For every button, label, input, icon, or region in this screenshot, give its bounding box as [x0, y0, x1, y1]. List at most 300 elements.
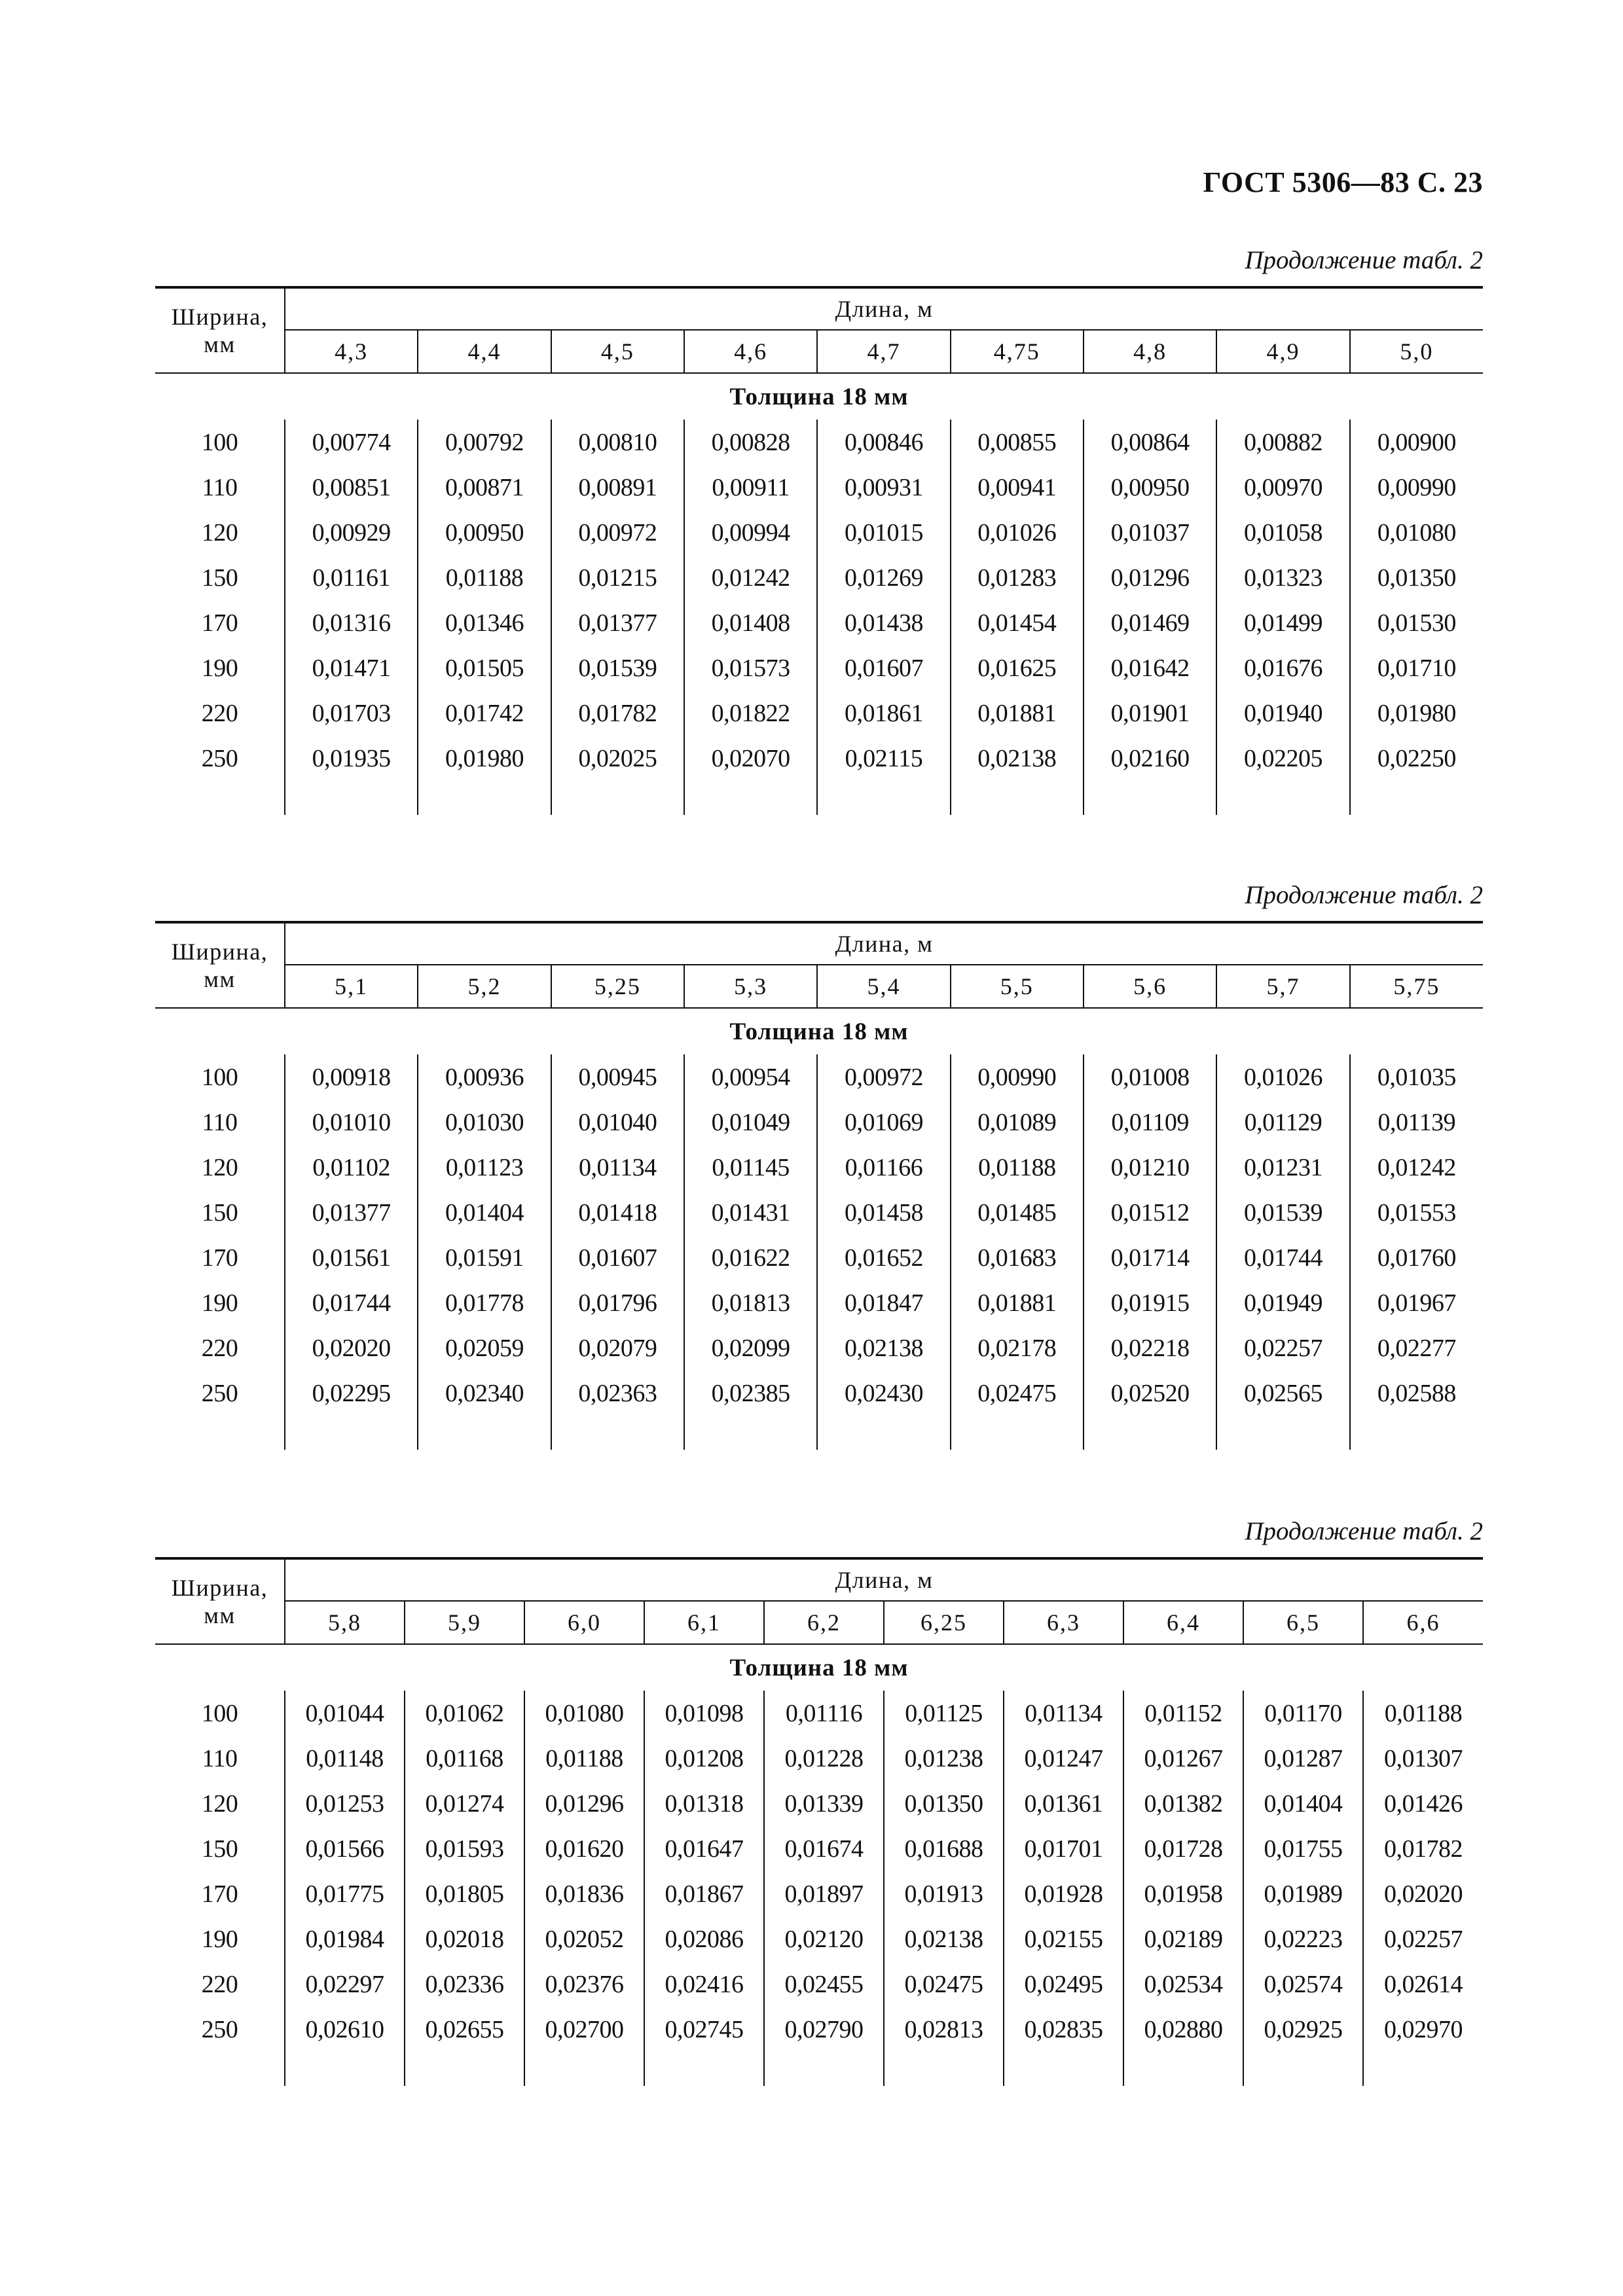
- value-cell: 0,02614: [1363, 1962, 1483, 2007]
- value-cell: 0,01485: [951, 1190, 1084, 1235]
- value-cell: 0,01231: [1216, 1145, 1349, 1190]
- value-cell: 0,01318: [644, 1781, 764, 1826]
- value-cell: 0,01499: [1216, 600, 1349, 645]
- value-cell: 0,01134: [1004, 1691, 1123, 1736]
- length-header-cell: 4,6: [684, 330, 817, 373]
- value-cell: 0,01625: [951, 645, 1084, 691]
- value-cell: 0,02813: [884, 2007, 1004, 2052]
- table-row: [155, 1826, 1483, 1871]
- value-cell: 0,01782: [1363, 1826, 1483, 1871]
- length-header-cell: 5,25: [551, 965, 684, 1008]
- value-cell: 0,01026: [1216, 1054, 1349, 1100]
- spacer-cell: [1004, 2052, 1123, 2086]
- length-header-cell: 4,5: [551, 330, 684, 373]
- value-cell: 0,02610: [285, 2007, 405, 2052]
- spacer-cell: [405, 2052, 524, 2086]
- value-cell: 0,01847: [817, 1280, 950, 1325]
- value-cell: 0,01058: [1216, 510, 1349, 555]
- spacer-cell: [418, 781, 551, 815]
- value-cell: 0,01426: [1363, 1781, 1483, 1826]
- width-cell: 190: [201, 654, 238, 682]
- value-cell: 0,01040: [551, 1100, 684, 1145]
- width-cell: 110: [202, 1108, 238, 1136]
- value-cell: 0,00882: [1216, 420, 1349, 465]
- spacer-cell: [285, 781, 418, 815]
- value-cell: 0,01676: [1216, 645, 1349, 691]
- spacer-cell: [1084, 781, 1216, 815]
- value-cell: 0,01935: [285, 736, 418, 781]
- value-cell: 0,01307: [1363, 1736, 1483, 1781]
- value-cell: 0,00864: [1084, 420, 1216, 465]
- spacer-cell: [1123, 2052, 1243, 2086]
- width-cell: 220: [201, 699, 238, 727]
- spacer-cell: [551, 1416, 684, 1450]
- value-cell: 0,01210: [1084, 1145, 1216, 1190]
- width-cell: 220: [201, 1334, 238, 1362]
- width-column-header: [155, 922, 285, 1008]
- spacer-cell: [684, 1416, 817, 1450]
- value-cell: 0,01881: [951, 691, 1084, 736]
- value-cell: 0,01148: [285, 1736, 405, 1781]
- value-cell: 0,01530: [1350, 600, 1483, 645]
- value-cell: 0,01980: [418, 736, 551, 781]
- value-cell: 0,02178: [951, 1325, 1084, 1371]
- width-cell: 100: [201, 428, 238, 456]
- value-cell: 0,01030: [418, 1100, 551, 1145]
- spacer-cell: [817, 781, 950, 815]
- value-cell: 0,00931: [817, 465, 950, 510]
- spacer-cell: [684, 781, 817, 815]
- value-cell: 0,02020: [1363, 1871, 1483, 1916]
- table-row: [155, 645, 1483, 691]
- spacer-cell: [155, 2052, 285, 2086]
- value-cell: 0,01238: [884, 1736, 1004, 1781]
- length-group-header: Длина, м: [285, 1558, 1483, 1601]
- length-header-cell: 4,75: [951, 330, 1084, 373]
- length-header-cell: 5,8: [285, 1601, 405, 1644]
- value-cell: 0,01642: [1084, 645, 1216, 691]
- value-cell: 0,01008: [1084, 1054, 1216, 1100]
- table-row: [155, 1054, 1483, 1100]
- value-cell: 0,02340: [418, 1371, 551, 1416]
- value-cell: 0,01274: [405, 1781, 524, 1826]
- length-header-cell: 4,9: [1216, 330, 1349, 373]
- value-cell: 0,02020: [285, 1325, 418, 1371]
- value-cell: 0,01805: [405, 1871, 524, 1916]
- value-cell: 0,01622: [684, 1235, 817, 1280]
- value-cell: 0,01339: [764, 1781, 884, 1826]
- width-cell: 170: [201, 609, 238, 637]
- value-cell: 0,00846: [817, 420, 950, 465]
- width-cell: 150: [201, 1835, 238, 1863]
- value-cell: 0,01897: [764, 1871, 884, 1916]
- length-header-cell: 6,25: [884, 1601, 1004, 1644]
- spacer-cell: [644, 2052, 764, 2086]
- width-cell: 250: [201, 1379, 238, 1407]
- value-cell: 0,01728: [1123, 1826, 1243, 1871]
- value-cell: 0,01026: [951, 510, 1084, 555]
- width-cell: 190: [201, 1925, 238, 1953]
- value-cell: 0,01710: [1350, 645, 1483, 691]
- value-cell: 0,01062: [405, 1691, 524, 1736]
- value-cell: 0,01431: [684, 1190, 817, 1235]
- value-cell: 0,00945: [551, 1054, 684, 1100]
- value-cell: 0,02070: [684, 736, 817, 781]
- value-cell: 0,02376: [524, 1962, 644, 2007]
- value-cell: 0,02295: [285, 1371, 418, 1416]
- spacer-cell: [155, 781, 285, 815]
- value-cell: 0,02155: [1004, 1916, 1123, 1962]
- table-row: [155, 691, 1483, 736]
- value-cell: 0,00792: [418, 420, 551, 465]
- value-cell: 0,02052: [524, 1916, 644, 1962]
- value-cell: 0,02120: [764, 1916, 884, 1962]
- spacer-cell: [524, 2052, 644, 2086]
- table-row: [155, 1190, 1483, 1235]
- value-cell: 0,00900: [1350, 420, 1483, 465]
- value-cell: 0,01701: [1004, 1826, 1123, 1871]
- length-header-cell: 5,7: [1216, 965, 1349, 1008]
- length-header-cell: 5,6: [1084, 965, 1216, 1008]
- thickness-label: Толщина 18 мм: [729, 1018, 909, 1045]
- value-cell: 0,01573: [684, 645, 817, 691]
- value-cell: 0,00950: [1084, 465, 1216, 510]
- value-cell: 0,00972: [817, 1054, 950, 1100]
- value-cell: 0,01822: [684, 691, 817, 736]
- value-cell: 0,00871: [418, 465, 551, 510]
- value-cell: 0,02025: [551, 736, 684, 781]
- length-header-cell: 6,3: [1004, 1601, 1123, 1644]
- value-cell: 0,01915: [1084, 1280, 1216, 1325]
- value-cell: 0,01377: [285, 1190, 418, 1235]
- length-header-cell: 4,4: [418, 330, 551, 373]
- length-header-cell: 5,1: [285, 965, 418, 1008]
- value-cell: 0,01539: [551, 645, 684, 691]
- value-cell: 0,02430: [817, 1371, 950, 1416]
- value-cell: 0,02565: [1216, 1371, 1349, 1416]
- value-cell: 0,02099: [684, 1325, 817, 1371]
- value-cell: 0,01102: [285, 1145, 418, 1190]
- value-cell: 0,00936: [418, 1054, 551, 1100]
- value-cell: 0,02336: [405, 1962, 524, 2007]
- table-row: [155, 1145, 1483, 1190]
- table-row: [155, 1781, 1483, 1826]
- value-cell: 0,01404: [1243, 1781, 1363, 1826]
- value-cell: 0,00828: [684, 420, 817, 465]
- table-row: [155, 1325, 1483, 1371]
- value-cell: 0,01296: [1084, 555, 1216, 600]
- value-cell: 0,01796: [551, 1280, 684, 1325]
- value-cell: 0,02205: [1216, 736, 1349, 781]
- value-cell: 0,01010: [285, 1100, 418, 1145]
- value-cell: 0,00855: [951, 420, 1084, 465]
- width-cell: 100: [201, 1063, 238, 1091]
- width-cell: 170: [201, 1244, 238, 1272]
- value-cell: 0,01139: [1350, 1100, 1483, 1145]
- value-cell: 0,01109: [1084, 1100, 1216, 1145]
- value-cell: 0,02363: [551, 1371, 684, 1416]
- value-cell: 0,01505: [418, 645, 551, 691]
- value-cell: 0,01553: [1350, 1190, 1483, 1235]
- value-cell: 0,02160: [1084, 736, 1216, 781]
- value-cell: 0,01350: [1350, 555, 1483, 600]
- value-cell: 0,00941: [951, 465, 1084, 510]
- value-cell: 0,02115: [817, 736, 950, 781]
- value-cell: 0,01228: [764, 1736, 884, 1781]
- table-caption: Продолжение табл. 2: [1245, 246, 1483, 274]
- value-cell: 0,01458: [817, 1190, 950, 1235]
- value-cell: 0,01080: [524, 1691, 644, 1736]
- length-header-cell: 6,2: [764, 1601, 884, 1644]
- value-cell: 0,01080: [1350, 510, 1483, 555]
- width-cell: 120: [201, 1789, 238, 1818]
- table-row: [155, 1962, 1483, 2007]
- table-row: [155, 420, 1483, 465]
- spacer-cell: [884, 2052, 1004, 2086]
- value-cell: 0,01188: [951, 1145, 1084, 1190]
- value-cell: 0,01775: [285, 1871, 405, 1916]
- length-header-cell: 5,4: [817, 965, 950, 1008]
- spacer-cell: [155, 1416, 285, 1450]
- value-cell: 0,01782: [551, 691, 684, 736]
- width-header-line: мм: [204, 966, 236, 992]
- width-cell: 150: [201, 1198, 238, 1227]
- width-cell: 170: [201, 1880, 238, 1908]
- value-cell: 0,00810: [551, 420, 684, 465]
- spacer-cell: [951, 781, 1084, 815]
- value-cell: 0,02925: [1243, 2007, 1363, 2052]
- spacer-cell: [764, 2052, 884, 2086]
- value-cell: 0,02277: [1350, 1325, 1483, 1371]
- value-cell: 0,02257: [1363, 1916, 1483, 1962]
- width-header-line: Ширина,: [171, 304, 268, 330]
- length-header-cell: 4,7: [817, 330, 950, 373]
- value-cell: 0,01980: [1350, 691, 1483, 736]
- value-cell: 0,01267: [1123, 1736, 1243, 1781]
- value-cell: 0,01215: [551, 555, 684, 600]
- value-cell: 0,01129: [1216, 1100, 1349, 1145]
- value-cell: 0,00972: [551, 510, 684, 555]
- value-cell: 0,00990: [951, 1054, 1084, 1100]
- spacer-cell: [1243, 2052, 1363, 2086]
- value-cell: 0,01454: [951, 600, 1084, 645]
- table-row: [155, 1280, 1483, 1325]
- value-cell: 0,01208: [644, 1736, 764, 1781]
- value-cell: 0,00990: [1350, 465, 1483, 510]
- value-cell: 0,02534: [1123, 1962, 1243, 2007]
- length-header-cell: 5,0: [1350, 330, 1483, 373]
- value-cell: 0,01438: [817, 600, 950, 645]
- value-cell: 0,01069: [817, 1100, 950, 1145]
- spacer-cell: [285, 2052, 405, 2086]
- length-header-cell: 5,3: [684, 965, 817, 1008]
- table-row: [155, 1100, 1483, 1145]
- value-cell: 0,00851: [285, 465, 418, 510]
- value-cell: 0,01471: [285, 645, 418, 691]
- table-row: [155, 1691, 1483, 1736]
- table-row: [155, 2007, 1483, 2052]
- length-header-cell: 6,1: [644, 1601, 764, 1644]
- value-cell: 0,02790: [764, 2007, 884, 2052]
- value-cell: 0,02223: [1243, 1916, 1363, 1962]
- value-cell: 0,02455: [764, 1962, 884, 2007]
- thickness-label: Толщина 18 мм: [729, 383, 909, 410]
- value-cell: 0,01967: [1350, 1280, 1483, 1325]
- value-cell: 0,01744: [285, 1280, 418, 1325]
- width-column-header: [155, 1558, 285, 1644]
- width-cell: 110: [202, 1744, 238, 1772]
- value-cell: 0,02475: [884, 1962, 1004, 2007]
- length-header-cell: 5,5: [951, 965, 1084, 1008]
- value-cell: 0,01861: [817, 691, 950, 736]
- value-cell: 0,01813: [684, 1280, 817, 1325]
- value-cell: 0,01593: [405, 1826, 524, 1871]
- value-cell: 0,01089: [951, 1100, 1084, 1145]
- value-cell: 0,01760: [1350, 1235, 1483, 1280]
- value-cell: 0,01688: [884, 1826, 1004, 1871]
- table-row: [155, 736, 1483, 781]
- table-row: [155, 465, 1483, 510]
- value-cell: 0,02495: [1004, 1962, 1123, 2007]
- spacer-cell: [951, 1416, 1084, 1450]
- value-cell: 0,01469: [1084, 600, 1216, 645]
- width-header-line: мм: [204, 1602, 236, 1628]
- value-cell: 0,00950: [418, 510, 551, 555]
- length-header-cell: 5,2: [418, 965, 551, 1008]
- value-cell: 0,01566: [285, 1826, 405, 1871]
- value-cell: 0,01949: [1216, 1280, 1349, 1325]
- width-header-line: Ширина,: [171, 1575, 268, 1601]
- length-header-cell: 4,3: [285, 330, 418, 373]
- value-cell: 0,01928: [1004, 1871, 1123, 1916]
- value-cell: 0,01408: [684, 600, 817, 645]
- value-cell: 0,01913: [884, 1871, 1004, 1916]
- value-cell: 0,01049: [684, 1100, 817, 1145]
- spacer-cell: [1350, 1416, 1483, 1450]
- value-cell: 0,01867: [644, 1871, 764, 1916]
- table-row: [155, 1916, 1483, 1962]
- value-cell: 0,01287: [1243, 1736, 1363, 1781]
- value-cell: 0,01647: [644, 1826, 764, 1871]
- value-cell: 0,02218: [1084, 1325, 1216, 1371]
- value-cell: 0,01296: [524, 1781, 644, 1826]
- value-cell: 0,01744: [1216, 1235, 1349, 1280]
- value-cell: 0,01512: [1084, 1190, 1216, 1235]
- value-cell: 0,01269: [817, 555, 950, 600]
- value-cell: 0,02250: [1350, 736, 1483, 781]
- value-cell: 0,00891: [551, 465, 684, 510]
- width-cell: 250: [201, 744, 238, 772]
- value-cell: 0,00774: [285, 420, 418, 465]
- value-cell: 0,01714: [1084, 1235, 1216, 1280]
- length-header-cell: 5,9: [405, 1601, 524, 1644]
- value-cell: 0,01098: [644, 1691, 764, 1736]
- spacer-cell: [418, 1416, 551, 1450]
- value-cell: 0,01958: [1123, 1871, 1243, 1916]
- value-cell: 0,02745: [644, 2007, 764, 2052]
- table-caption: Продолжение табл. 2: [1245, 881, 1483, 909]
- value-cell: 0,01881: [951, 1280, 1084, 1325]
- value-cell: 0,01607: [817, 645, 950, 691]
- value-cell: 0,02138: [884, 1916, 1004, 1962]
- width-cell: 120: [201, 1153, 238, 1181]
- page-header: ГОСТ 5306—83 С. 23: [1203, 166, 1483, 198]
- value-cell: 0,01166: [817, 1145, 950, 1190]
- value-cell: 0,01116: [764, 1691, 884, 1736]
- value-cell: 0,01361: [1004, 1781, 1123, 1826]
- table-caption: Продолжение табл. 2: [1245, 1517, 1483, 1545]
- data-table: [155, 286, 1483, 815]
- value-cell: 0,01145: [684, 1145, 817, 1190]
- value-cell: 0,02574: [1243, 1962, 1363, 2007]
- length-header-cell: 5,75: [1350, 965, 1483, 1008]
- value-cell: 0,02257: [1216, 1325, 1349, 1371]
- value-cell: 0,01591: [418, 1235, 551, 1280]
- width-header-line: мм: [204, 331, 236, 357]
- value-cell: 0,01674: [764, 1826, 884, 1871]
- table-row: [155, 1871, 1483, 1916]
- value-cell: 0,01161: [285, 555, 418, 600]
- value-cell: 0,02588: [1350, 1371, 1483, 1416]
- spacer-cell: [1350, 781, 1483, 815]
- value-cell: 0,01350: [884, 1781, 1004, 1826]
- width-cell: 150: [201, 564, 238, 592]
- value-cell: 0,00929: [285, 510, 418, 555]
- length-header-cell: 6,4: [1123, 1601, 1243, 1644]
- value-cell: 0,02416: [644, 1962, 764, 2007]
- value-cell: 0,01377: [551, 600, 684, 645]
- length-header-cell: 4,8: [1084, 330, 1216, 373]
- value-cell: 0,01836: [524, 1871, 644, 1916]
- value-cell: 0,01323: [1216, 555, 1349, 600]
- length-header-cell: 6,6: [1363, 1601, 1483, 1644]
- value-cell: 0,02700: [524, 2007, 644, 2052]
- value-cell: 0,00994: [684, 510, 817, 555]
- value-cell: 0,01125: [884, 1691, 1004, 1736]
- width-header-line: Ширина,: [171, 939, 268, 965]
- value-cell: 0,00954: [684, 1054, 817, 1100]
- value-cell: 0,02475: [951, 1371, 1084, 1416]
- value-cell: 0,02138: [951, 736, 1084, 781]
- value-cell: 0,02520: [1084, 1371, 1216, 1416]
- value-cell: 0,01134: [551, 1145, 684, 1190]
- value-cell: 0,01683: [951, 1235, 1084, 1280]
- value-cell: 0,01152: [1123, 1691, 1243, 1736]
- width-cell: 120: [201, 518, 238, 547]
- value-cell: 0,01015: [817, 510, 950, 555]
- value-cell: 0,01188: [1363, 1691, 1483, 1736]
- value-cell: 0,01123: [418, 1145, 551, 1190]
- value-cell: 0,00918: [285, 1054, 418, 1100]
- value-cell: 0,01044: [285, 1691, 405, 1736]
- value-cell: 0,02079: [551, 1325, 684, 1371]
- value-cell: 0,01778: [418, 1280, 551, 1325]
- value-cell: 0,01242: [1350, 1145, 1483, 1190]
- spacer-cell: [551, 781, 684, 815]
- value-cell: 0,01901: [1084, 691, 1216, 736]
- table-row: [155, 555, 1483, 600]
- value-cell: 0,02880: [1123, 2007, 1243, 2052]
- value-cell: 0,02297: [285, 1962, 405, 2007]
- table-row: [155, 1736, 1483, 1781]
- value-cell: 0,02018: [405, 1916, 524, 1962]
- data-table: [155, 1557, 1483, 2086]
- spacer-cell: [1363, 2052, 1483, 2086]
- spacer-cell: [1216, 1416, 1349, 1450]
- table-row: [155, 1371, 1483, 1416]
- value-cell: 0,01404: [418, 1190, 551, 1235]
- value-cell: 0,02138: [817, 1325, 950, 1371]
